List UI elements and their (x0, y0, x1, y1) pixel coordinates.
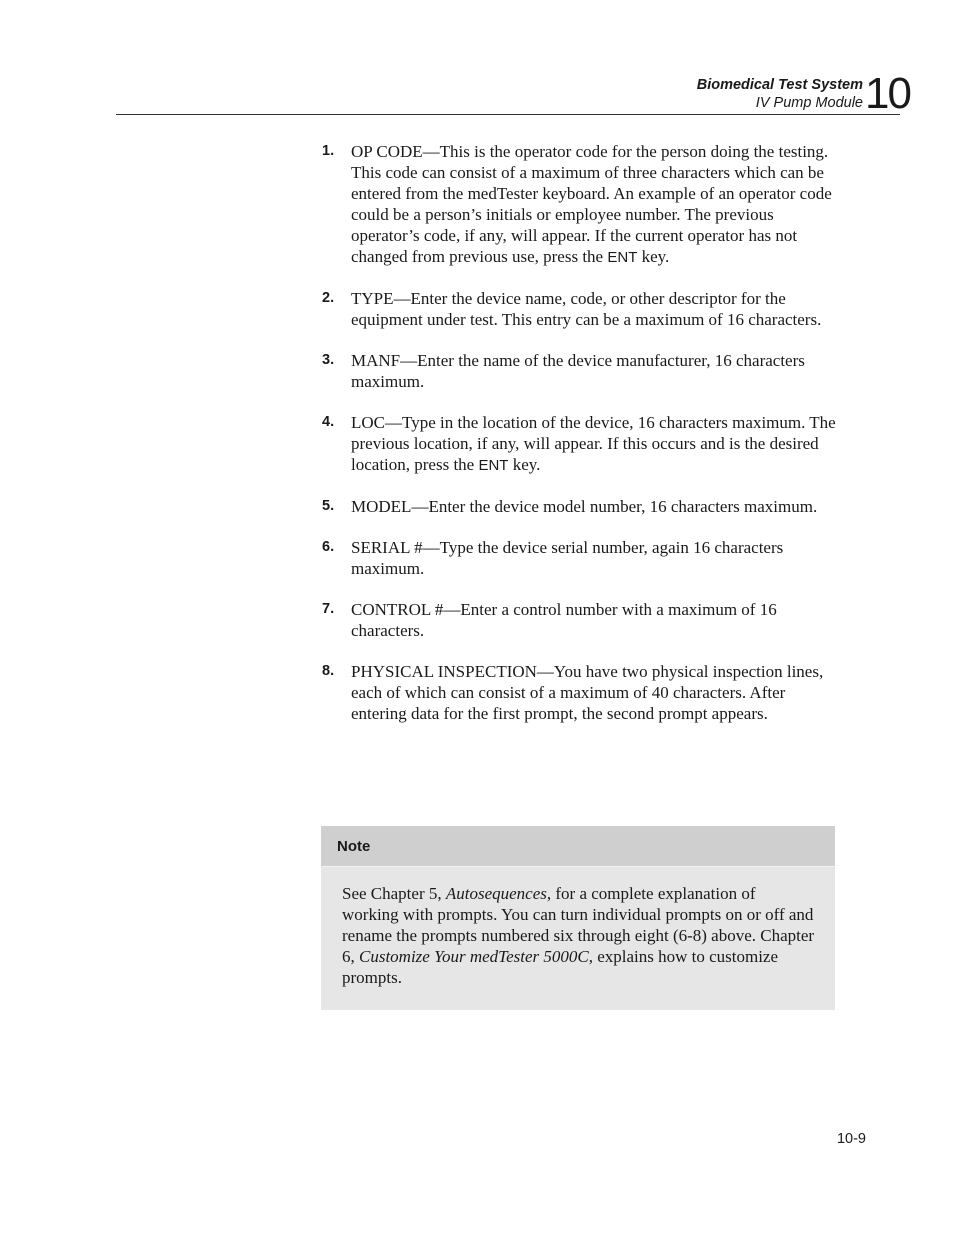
step-number: 7. (322, 601, 335, 617)
customize-chapter-title: Customize Your medTester 5000C (359, 947, 589, 966)
step-list (322, 141, 837, 744)
step-text: SERIAL #—Type the device serial number, again 16 characters maximum. (351, 538, 784, 578)
step-number: 8. (322, 663, 335, 679)
note-heading: Note (321, 826, 835, 867)
step-text-tail: key. (508, 455, 541, 474)
step-text (351, 412, 837, 476)
step-item (322, 288, 837, 330)
step-item (322, 412, 837, 476)
step-item (322, 661, 837, 724)
step-text: TYPE—Enter the device name, code, or other descriptor for the equipment under test. This entry can be a maximum of 16 characters. (351, 289, 822, 329)
step-number: 2. (322, 290, 335, 306)
step-text: MANF—Enter the name of the device manufacturer, 16 characters maximum. (351, 351, 805, 391)
ent-key-label: ENT (607, 249, 638, 266)
step-text: PHYSICAL INSPECTION—You have two physical inspection lines, each of which can consist of a maximum of 40 characters. After entering data for the first prompt, the second prompt appears. (351, 662, 824, 723)
step-text-body: LOC—Type in the location of the device, 16 characters maximum. The previous location, if any, will appear. If this occurs and is the desired location, press the (351, 413, 836, 474)
step-text (351, 141, 837, 268)
module-name: IV Pump Module (755, 95, 863, 111)
step-number: 1. (322, 143, 335, 159)
page-number: 10-9 (836, 1131, 866, 1147)
page-header (0, 0, 954, 120)
step-number: 4. (322, 414, 335, 430)
step-number: 3. (322, 352, 335, 368)
step-text-body: OP CODE—This is the operator code for the person doing the testing. This code can consist of a maximum of three characters which can be entered from the medTester keyboard. An example of an operator code could be a person’s initials or employee number. The previous operator’s code, if any, will appear. If the current operator has not changed from previous use, press the (351, 142, 832, 266)
autosequences-title: Autosequences (445, 884, 547, 903)
step-item (322, 599, 837, 641)
step-text-tail: key. (637, 247, 670, 266)
note-text-1: See Chapter 5, (342, 884, 446, 903)
step-item (322, 537, 837, 579)
note-text-3: , explains how to customize prompts. (342, 947, 779, 987)
note-box (321, 826, 835, 1010)
step-item (322, 350, 837, 392)
ent-key-label: ENT (478, 457, 509, 474)
step-number: 5. (322, 498, 335, 514)
note-text-2: , for a complete explanation of working with prompts. You can turn individual prompts on or off and rename the prompts numbered six through eight (6-8) above. Chapter 6, (342, 884, 815, 966)
chapter-number: 10 (865, 69, 910, 118)
header-rule (116, 114, 900, 115)
step-number: 6. (322, 539, 335, 555)
step-item (322, 496, 837, 517)
step-item (322, 141, 837, 268)
step-text: MODEL—Enter the device model number, 16 characters maximum. (351, 497, 818, 516)
note-body (321, 867, 835, 988)
document-title: Biomedical Test System (696, 77, 863, 93)
step-text: CONTROL #—Enter a control number with a maximum of 16 characters. (351, 600, 777, 640)
